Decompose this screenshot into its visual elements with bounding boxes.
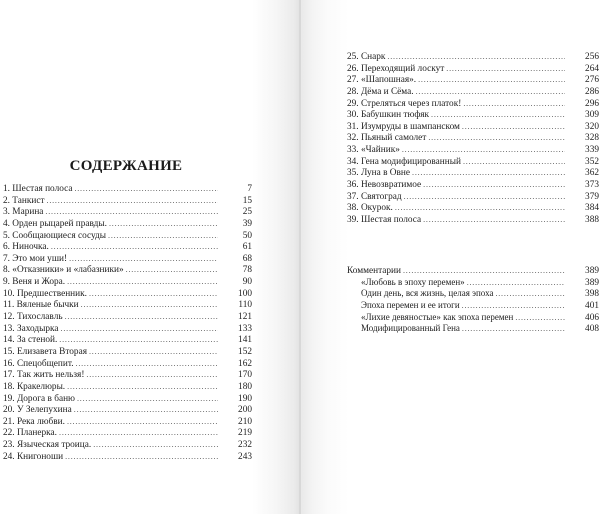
toc-entry-title: 20. У Зелепухина bbox=[3, 405, 72, 416]
toc-entry bbox=[3, 358, 252, 370]
dot-leader bbox=[431, 109, 565, 121]
toc-entry-page-number: 276 bbox=[585, 75, 599, 86]
toc-entry-comments bbox=[347, 265, 599, 277]
dot-leader bbox=[67, 381, 218, 393]
dot-leader bbox=[86, 369, 218, 381]
toc-entry-title: 39. Шестая полоса bbox=[347, 214, 422, 225]
toc-entry-title: 9. Веня и Жора. bbox=[3, 277, 66, 288]
toc-entry-page-number: 373 bbox=[585, 180, 599, 191]
toc-entry-title: 11. Вяленые бычки bbox=[3, 300, 79, 311]
toc-entry bbox=[347, 121, 599, 133]
toc-entry-page-number: 309 bbox=[585, 110, 599, 121]
toc-entry-title: 12. Тихославль bbox=[3, 312, 63, 323]
toc-entry-title: 23. Языческая троица. bbox=[3, 440, 92, 451]
dot-leader bbox=[77, 393, 218, 405]
dot-leader bbox=[462, 323, 565, 335]
dot-leader bbox=[418, 74, 565, 86]
toc-entry-page-number: 264 bbox=[585, 63, 599, 74]
toc-entry-page-number: 200 bbox=[238, 405, 252, 416]
toc-entry-title: 26. Переходящий лоскут bbox=[347, 63, 445, 74]
toc-entry-title: 15. Елизавета Вторая bbox=[3, 346, 87, 357]
toc-entry-title: 1. Шестая полоса bbox=[3, 184, 73, 194]
toc-entry bbox=[3, 439, 252, 451]
toc-entry bbox=[347, 191, 599, 203]
toc-entry bbox=[347, 63, 599, 75]
dot-leader bbox=[108, 230, 218, 242]
toc-entry-title: 24. Книгоноши bbox=[3, 451, 64, 462]
toc-entry-page-number: 384 bbox=[585, 203, 599, 214]
toc-entry-page-number: 379 bbox=[585, 191, 599, 202]
dot-leader bbox=[59, 334, 218, 346]
dot-leader bbox=[416, 86, 565, 98]
dot-leader bbox=[69, 253, 218, 265]
dot-leader bbox=[387, 51, 565, 63]
toc-entry bbox=[3, 381, 252, 393]
toc-entry bbox=[347, 144, 599, 156]
toc-entry bbox=[3, 230, 252, 242]
toc-subentry bbox=[347, 277, 599, 289]
toc-entry-title: 31. Изумруды в шампанском bbox=[347, 121, 460, 132]
toc-entry-page-number: 362 bbox=[585, 168, 599, 179]
toc-list-comments bbox=[347, 265, 599, 335]
dot-leader bbox=[462, 300, 565, 312]
toc-entry-page-number: 389 bbox=[585, 277, 599, 288]
toc-subentry bbox=[347, 300, 599, 312]
toc-entry-page-number: 401 bbox=[585, 300, 599, 311]
dot-leader bbox=[402, 144, 565, 156]
toc-entry-page-number: 232 bbox=[238, 440, 252, 451]
toc-entry bbox=[347, 51, 599, 63]
toc-entry-title: Эпоха перемен и ее итоги bbox=[361, 299, 460, 310]
dot-leader bbox=[74, 404, 218, 416]
dot-leader bbox=[423, 179, 565, 191]
toc-entry bbox=[347, 86, 599, 98]
dot-leader bbox=[428, 132, 565, 144]
toc-entry-page-number: 190 bbox=[238, 393, 252, 404]
toc-title: СОДЕРЖАНИЕ bbox=[69, 158, 183, 174]
toc-entry-title: 14. За стеной. bbox=[3, 335, 58, 346]
toc-subentry bbox=[347, 323, 599, 335]
toc-entry-title: Один день, вся жизнь, целая эпоха bbox=[361, 288, 494, 299]
toc-entry bbox=[347, 156, 599, 168]
toc-entry-page-number: 39 bbox=[242, 218, 252, 229]
toc-entry-page-number: 100 bbox=[238, 288, 252, 299]
toc-entry-title: Модифицированный Гена bbox=[361, 323, 460, 334]
toc-entry-page-number: 68 bbox=[242, 253, 252, 264]
toc-entry-page-number: 133 bbox=[238, 323, 252, 334]
dot-leader bbox=[423, 214, 565, 226]
toc-entry-title: 27. «Шапошная». bbox=[347, 75, 417, 86]
toc-entry bbox=[3, 264, 252, 276]
toc-entry-page-number: 328 bbox=[585, 133, 599, 144]
dot-leader bbox=[65, 451, 218, 463]
toc-entry-page-number: 25 bbox=[242, 207, 252, 218]
dot-leader bbox=[74, 183, 218, 195]
toc-entry-page-number: 90 bbox=[242, 277, 252, 288]
toc-entry-page-number: 219 bbox=[238, 428, 252, 439]
toc-entry-page-number: 15 bbox=[242, 195, 252, 206]
toc-entry-title: 38. Окурок. bbox=[347, 203, 393, 214]
toc-entry bbox=[3, 218, 252, 230]
toc-entry-title: «Лихие девяностые» как эпоха перемен bbox=[361, 311, 514, 322]
toc-entry bbox=[3, 276, 252, 288]
dot-leader bbox=[126, 264, 218, 276]
toc-entry bbox=[3, 427, 252, 439]
toc-entry-page-number: 408 bbox=[585, 324, 599, 335]
toc-entry-page-number: 243 bbox=[238, 451, 252, 462]
dot-leader bbox=[89, 346, 218, 358]
toc-entry bbox=[3, 334, 252, 346]
dot-leader bbox=[59, 427, 218, 439]
toc-entry bbox=[3, 416, 252, 428]
dot-leader bbox=[404, 191, 565, 203]
toc-entry-title: 25. Снарк bbox=[347, 52, 386, 62]
toc-entry bbox=[347, 109, 599, 121]
toc-list-right bbox=[347, 51, 599, 226]
toc-entry-page-number: 406 bbox=[585, 312, 599, 323]
toc-entry-title: 19. Дорога в баню bbox=[3, 393, 75, 404]
toc-entry bbox=[3, 206, 252, 218]
toc-entry bbox=[3, 183, 252, 195]
dot-leader bbox=[45, 206, 218, 218]
toc-entry-page-number: 141 bbox=[238, 335, 252, 346]
toc-entry-page-number: 210 bbox=[238, 416, 252, 427]
toc-entry-page-number: 78 bbox=[242, 265, 252, 276]
dot-leader bbox=[61, 323, 218, 335]
toc-entry-title: 36. Невозвратимое bbox=[347, 180, 422, 191]
toc-entry bbox=[347, 98, 599, 110]
dot-leader bbox=[395, 202, 565, 214]
toc-entry-title: 22. Планерка. bbox=[3, 428, 58, 439]
toc-entry-page-number: 398 bbox=[585, 289, 599, 300]
toc-entry-title: 16. Спецобщепит. bbox=[3, 358, 74, 369]
toc-entry-title: 29. Стреляться через платок! bbox=[347, 98, 462, 109]
toc-entry-page-number: 256 bbox=[585, 52, 599, 62]
toc-entry-page-number: 180 bbox=[238, 381, 252, 392]
toc-entry-title: 2. Танкист bbox=[3, 195, 45, 206]
toc-entry bbox=[347, 74, 599, 86]
dot-leader bbox=[67, 416, 218, 428]
dot-leader bbox=[109, 218, 218, 230]
toc-entry-title: 7. Это мои уши! bbox=[3, 253, 68, 264]
toc-entry-title: 4. Орден рыцарей правды. bbox=[3, 218, 107, 229]
dot-leader bbox=[462, 121, 565, 133]
toc-entry-title: 13. Заходырка bbox=[3, 323, 59, 334]
toc-entry-title: 21. Река любви. bbox=[3, 416, 65, 427]
toc-entry bbox=[347, 202, 599, 214]
toc-entry-title: 33. «Чайник» bbox=[347, 145, 400, 156]
dot-leader bbox=[47, 195, 218, 207]
toc-entry-page-number: 110 bbox=[238, 300, 252, 311]
toc-entry-page-number: 286 bbox=[585, 86, 599, 97]
toc-entry-page-number: 170 bbox=[238, 370, 252, 381]
toc-entry-title: «Любовь в эпоху перемен» bbox=[361, 276, 465, 287]
dot-leader bbox=[81, 299, 218, 311]
toc-entry-page-number: 7 bbox=[247, 184, 252, 194]
dot-leader bbox=[412, 167, 565, 179]
toc-entry bbox=[3, 451, 252, 463]
toc-entry-page-number: 152 bbox=[238, 346, 252, 357]
toc-entry-title: 18. Кракелюры. bbox=[3, 381, 66, 392]
dot-leader bbox=[76, 358, 218, 370]
toc-entry-title: 5. Сообщающиеся сосуды bbox=[3, 230, 107, 241]
toc-entry-page-number: 388 bbox=[585, 214, 599, 225]
dot-leader bbox=[67, 276, 218, 288]
dot-leader bbox=[65, 311, 218, 323]
toc-entry bbox=[3, 346, 252, 358]
dot-leader bbox=[495, 288, 565, 300]
toc-subentry bbox=[347, 288, 599, 300]
toc-entry-title: 6. Ниночка. bbox=[3, 242, 49, 253]
toc-entry-title: Комментарии bbox=[347, 266, 401, 276]
toc-entry-title: 32. Пьяный самолет bbox=[347, 133, 427, 144]
dot-leader bbox=[446, 63, 565, 75]
toc-entry bbox=[347, 167, 599, 179]
toc-entry bbox=[3, 253, 252, 265]
toc-entry-page-number: 61 bbox=[242, 242, 252, 253]
dot-leader bbox=[515, 312, 565, 324]
toc-entry-page-number: 352 bbox=[585, 156, 599, 167]
toc-entry-page-number: 389 bbox=[585, 266, 599, 276]
toc-entry bbox=[3, 195, 252, 207]
toc-entry bbox=[3, 288, 252, 300]
toc-entry-page-number: 162 bbox=[238, 358, 252, 369]
dot-leader bbox=[463, 156, 565, 168]
dot-leader bbox=[467, 277, 565, 289]
toc-entry-title: 17. Так жить нельзя! bbox=[3, 370, 85, 381]
dot-leader bbox=[463, 98, 565, 110]
toc-entry bbox=[3, 311, 252, 323]
toc-entry bbox=[3, 299, 252, 311]
toc-entry bbox=[3, 404, 252, 416]
toc-subentry bbox=[347, 312, 599, 324]
toc-list-left bbox=[3, 183, 252, 462]
dot-leader bbox=[51, 241, 218, 253]
toc-entry bbox=[347, 214, 599, 226]
toc-entry-title: 34. Гена модифицированный bbox=[347, 156, 461, 167]
toc-entry-page-number: 339 bbox=[585, 145, 599, 156]
toc-entry-title: 3. Марина bbox=[3, 207, 44, 218]
toc-entry-page-number: 121 bbox=[238, 312, 252, 323]
toc-entry-title: 10. Предшественник. bbox=[3, 288, 87, 299]
dot-leader bbox=[403, 265, 565, 277]
toc-entry-title: 8. «Отказники» и «лабазники» bbox=[3, 265, 124, 276]
toc-entry-title: 30. Бабушкин тюфяк bbox=[347, 110, 430, 121]
toc-entry-page-number: 50 bbox=[242, 230, 252, 241]
toc-entry-title: 37. Святоград bbox=[347, 191, 402, 202]
dot-leader bbox=[93, 439, 218, 451]
dot-leader bbox=[89, 288, 218, 300]
toc-entry-title: 28. Дёма и Сёма. bbox=[347, 86, 414, 97]
toc-entry-title: 35. Луна в Овне bbox=[347, 168, 411, 179]
toc-entry-page-number: 320 bbox=[585, 121, 599, 132]
toc-entry-page-number: 296 bbox=[585, 98, 599, 109]
toc-entry bbox=[347, 132, 599, 144]
toc-entry bbox=[3, 369, 252, 381]
toc-entry bbox=[3, 323, 252, 335]
toc-entry bbox=[347, 179, 599, 191]
toc-entry bbox=[3, 393, 252, 405]
toc-entry bbox=[3, 241, 252, 253]
